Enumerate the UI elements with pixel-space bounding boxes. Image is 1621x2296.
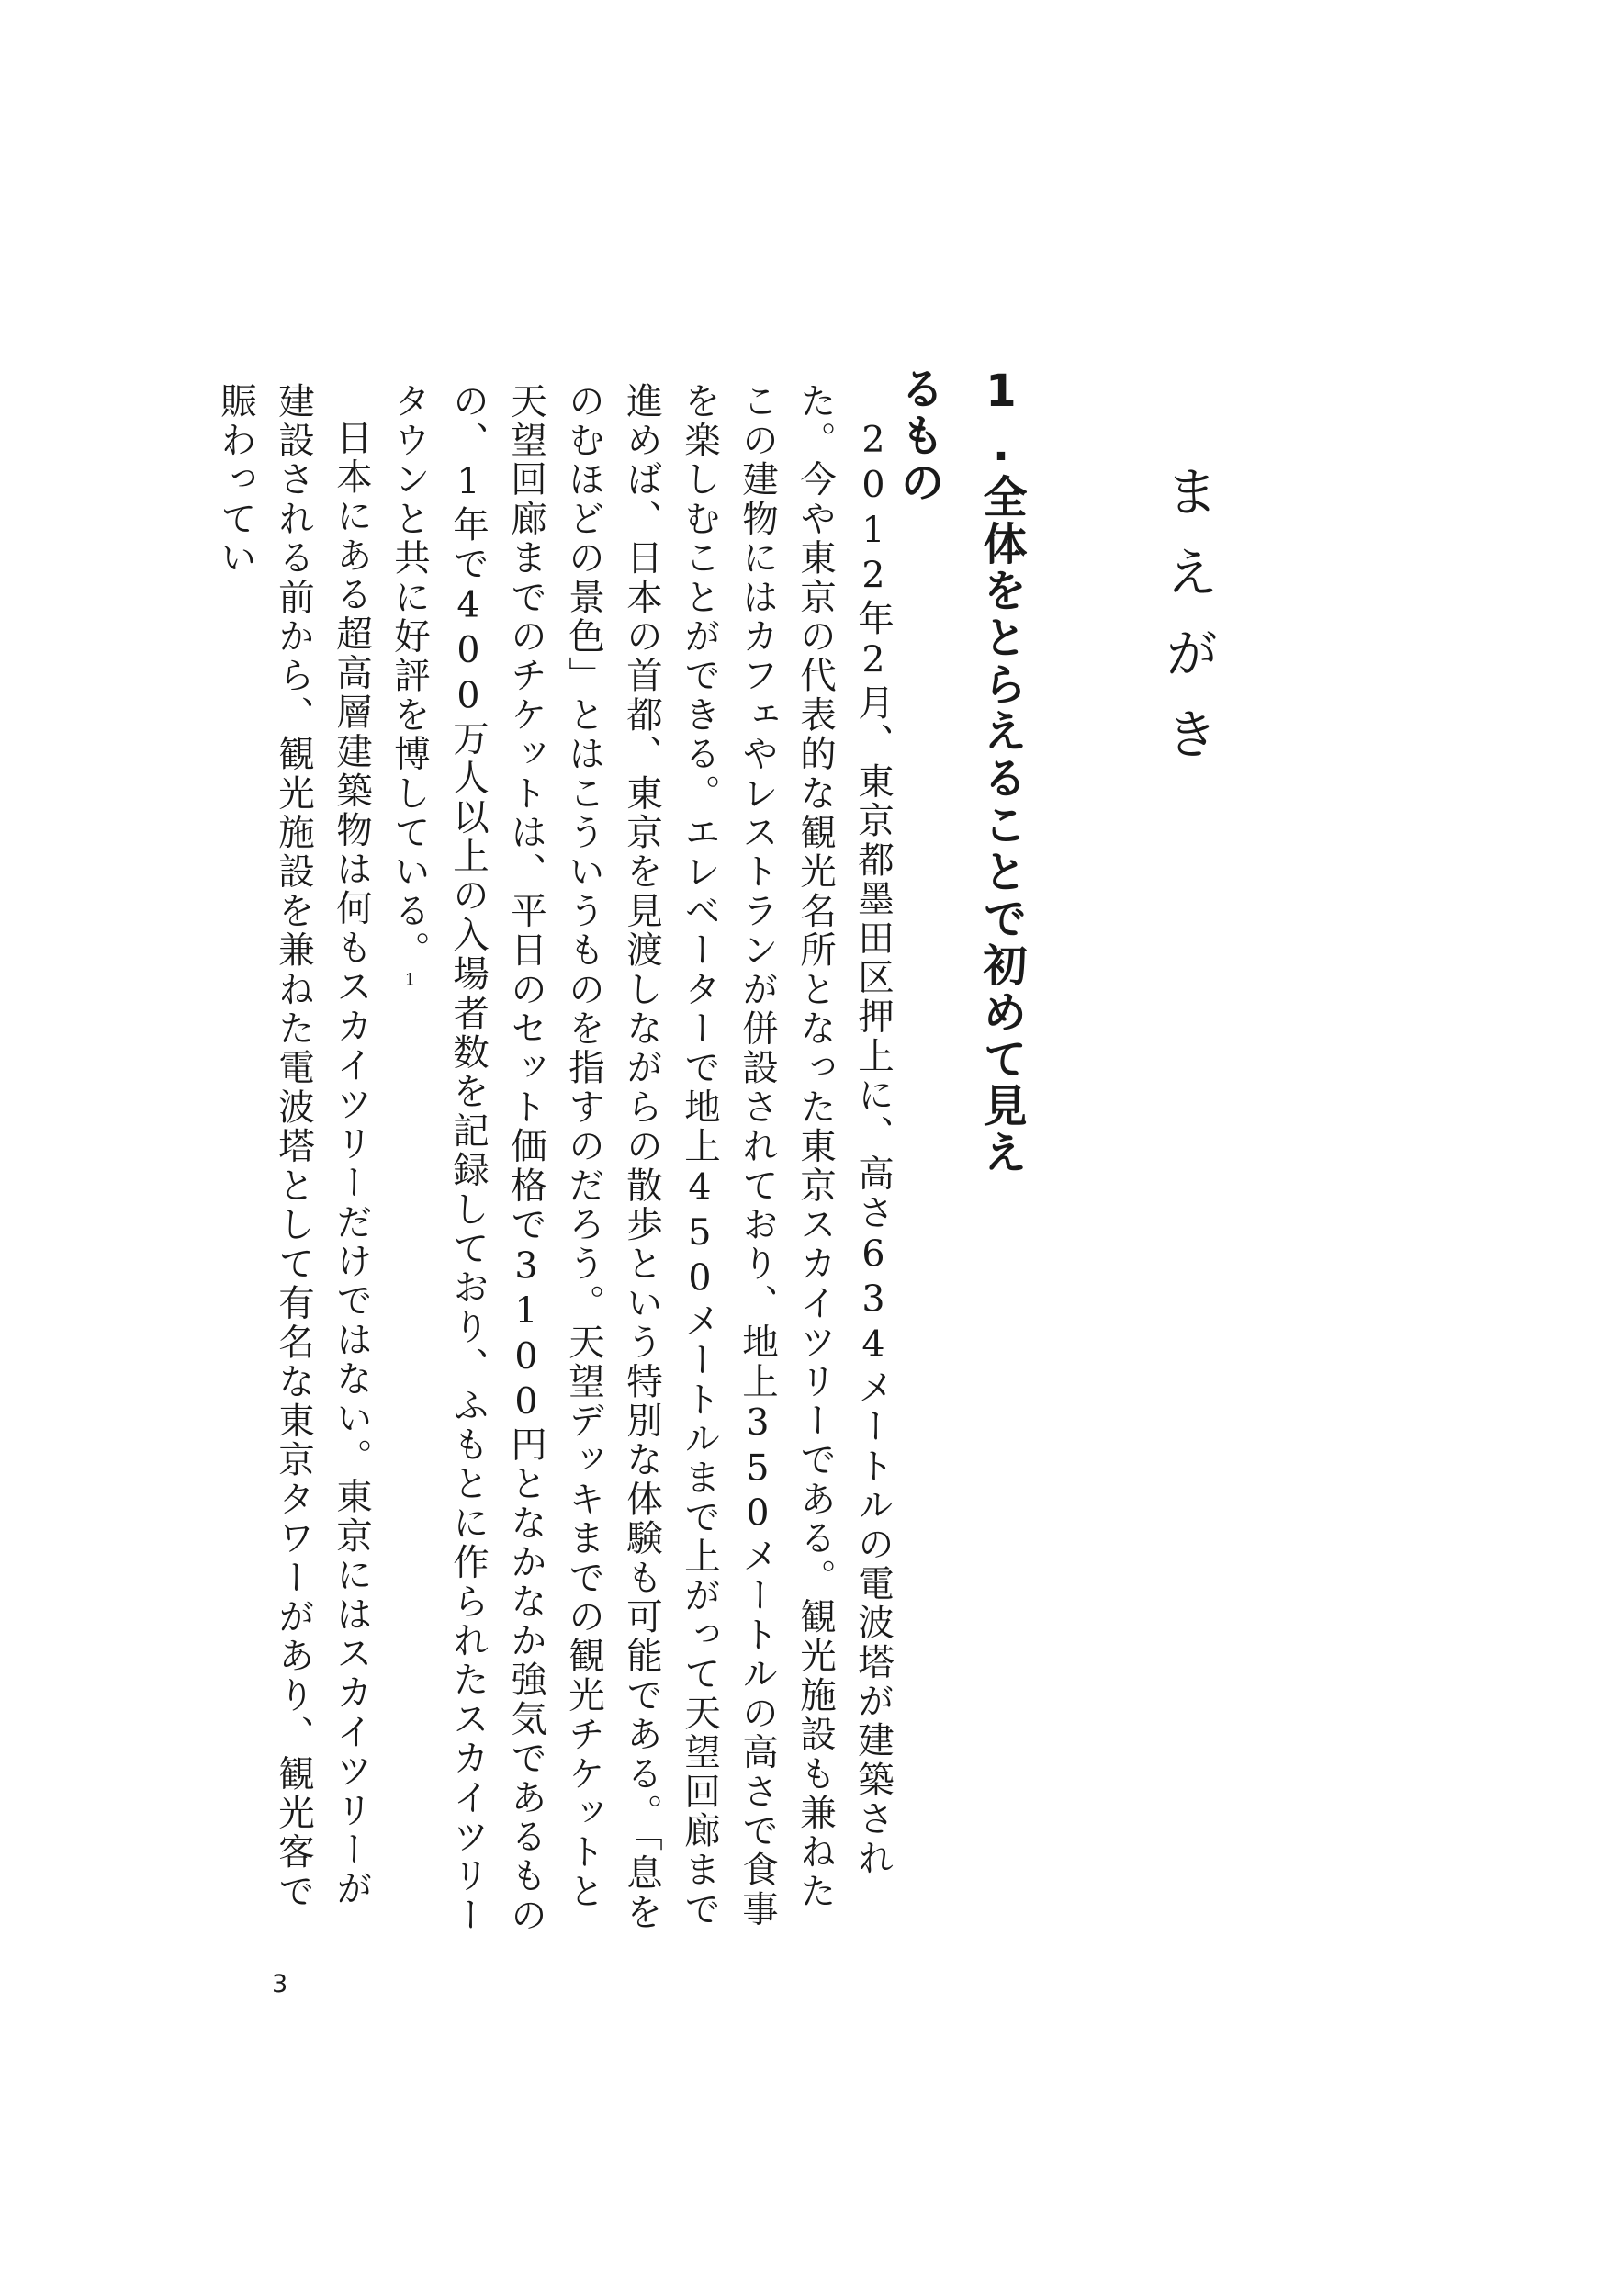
paragraph-2: 日本にある超高層建築物は何もスカイツリーだけではない。東京にはスカイツリーが建設される前から、観光施設を兼ねた電波塔として有名な東京タワーがあり、観光客で賑わってい	[215, 382, 373, 1912]
page-number: 3	[272, 1970, 288, 1998]
body-text	[215, 382, 902, 1943]
section-heading: 1.全体をとらえることで初めて見えるもの	[893, 366, 1027, 1176]
paragraph-1	[380, 382, 902, 1943]
paragraph-1-text: 2012年2月、東京都墨田区押上に、高さ634メートルの電波塔が建築された。今や東京の代表的な観光名所となった東京スカイツリーである。観光施設も兼ねたこの建物にはカフェやレストランが併設されており、地上350メートルの高さで食事を楽しむことができる。エレベーターで地上450メートルまで上がって天望回廊まで進めば、日本の首都、東京を見渡しながらの散歩という特別な体験も可能である。「息をのむほどの景色」とはこういうものを指すのだろう。天望デッキまでの観光チケットと天望回廊までのチケットは、平日のセット価格で3100円となかなか強気であるものの、1年で400万人以上の入場者数を記録しており、ふもとに作られたスカイツリータウンと共に好評を博している。	[388, 382, 895, 1936]
chapter-title: まえがき	[1156, 464, 1219, 787]
footnote-mark: 1	[400, 970, 420, 993]
